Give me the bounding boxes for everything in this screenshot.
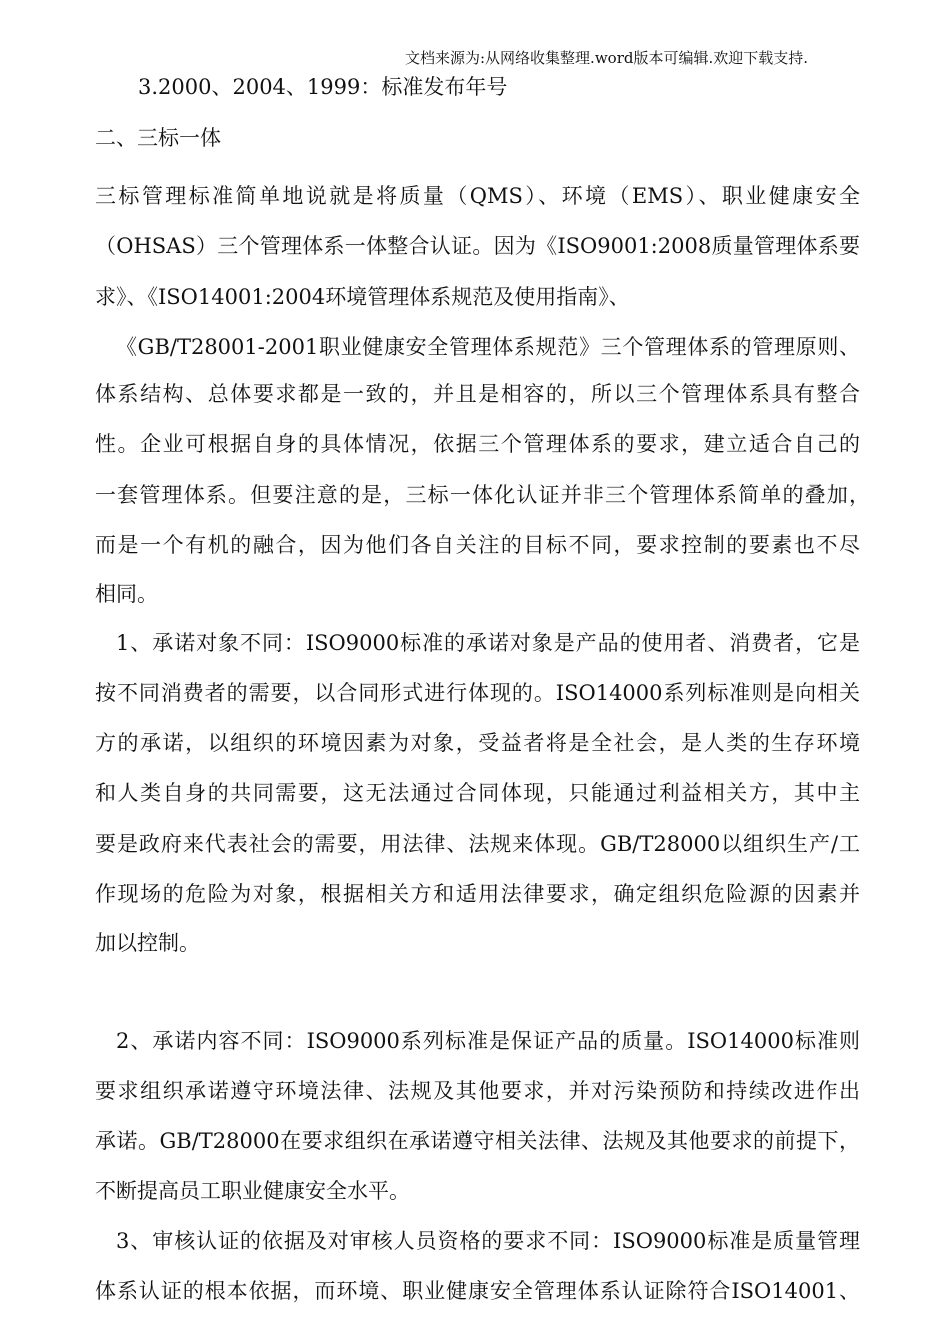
paragraph-line: 按不同消费者的需要，以合同形式进行体现的。ISO14000系列标准则是向相关 [95, 681, 860, 705]
paragraph-line: 要求组织承诺遵守环境法律、法规及其他要求，并对污染预防和持续改进作出 [95, 1079, 860, 1103]
heading-standard-year: 3.2000、2004、1999：标准发布年号 [138, 75, 508, 99]
paragraph-line: 一套管理体系。但要注意的是，三标一体化认证并非三个管理体系简单的叠加， [95, 483, 870, 507]
list-item-3: 3、审核认证的依据及对审核人员资格的要求不同：ISO9000标准是质量管理 [116, 1229, 860, 1253]
header-note: 文档来源为:从网络收集整理.word版本可编辑.欢迎下载支持. [405, 49, 809, 67]
paragraph-line: 相同。 [95, 582, 158, 606]
paragraph-line: 承诺。GB/T28000在要求组织在承诺遵守相关法律、法规及其他要求的前提下， [95, 1129, 860, 1153]
paragraph-line: 不断提高员工职业健康安全水平。 [95, 1179, 410, 1203]
list-item-2: 2、承诺内容不同：ISO9000系列标准是保证产品的质量。ISO14000标准则 [116, 1029, 860, 1053]
paragraph-line: 求》、《ISO14001:2004环境管理体系规范及使用指南》、 [95, 285, 630, 309]
paragraph-line: 方的承诺，以组织的环境因素为对象，受益者将是全社会，是人类的生存环境 [95, 731, 860, 755]
paragraph-line: 加以控制。 [95, 931, 200, 955]
paragraph-line: 《GB/T28001-2001职业健康安全管理体系规范》三个管理体系的管理原则、 [116, 335, 860, 359]
paragraph-line: 体系结构、总体要求都是一致的，并且是相容的，所以三个管理体系具有整合 [95, 382, 860, 406]
paragraph-line: 和人类自身的共同需要，这无法通过合同体现，只能通过利益相关方，其中主 [95, 781, 860, 805]
paragraph-line: 而是一个有机的融合，因为他们各自关注的目标不同，要求控制的要素也不尽 [95, 533, 860, 557]
paragraph-line: 作现场的危险为对象，根据相关方和适用法律要求，确定组织危险源的因素并 [95, 882, 860, 906]
list-item-1: 1、承诺对象不同：ISO9000标准的承诺对象是产品的使用者、消费者，它是 [116, 631, 860, 655]
paragraph-line: 体系认证的根本依据，而环境、职业健康安全管理体系认证除符合ISO14001、 [95, 1279, 860, 1303]
paragraph-line: 要是政府来代表社会的需要，用法律、法规来体现。GB/T28000以组织生产/工 [95, 832, 860, 856]
section-heading: 二、三标一体 [95, 126, 221, 150]
paragraph-line: 三标管理标准简单地说就是将质量（QMS）、环境（EMS）、职业健康安全 [95, 184, 860, 208]
paragraph-line: （OHSAS）三个管理体系一体整合认证。因为《ISO9001:2008质量管理体系要 [95, 234, 860, 258]
paragraph-line: 性。企业可根据自身的具体情况，依据三个管理体系的要求，建立适合自己的 [95, 432, 860, 456]
